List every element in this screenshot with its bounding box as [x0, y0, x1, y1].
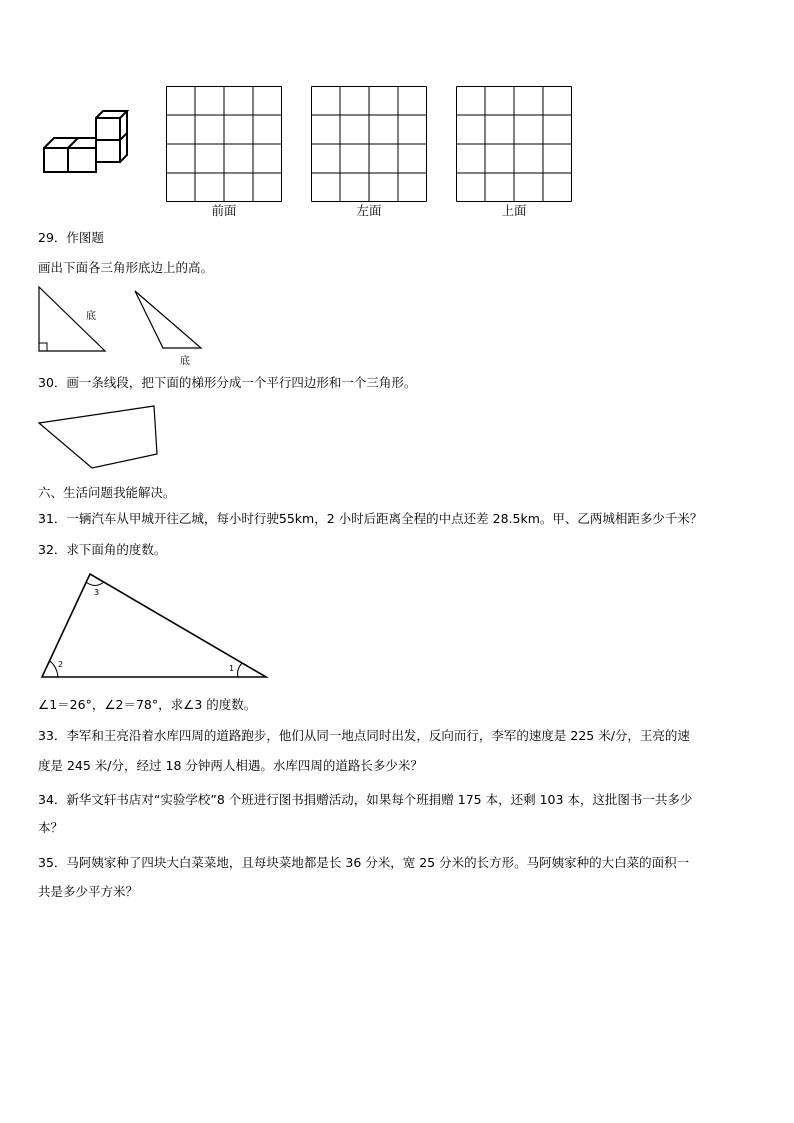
- obtuse-triangle-figure[interactable]: [132, 288, 204, 352]
- q32-given: ∠1＝26°，∠2＝78°，求∠3 的度数。: [38, 697, 257, 712]
- q30-text: 30．画一条线段，把下面的梯形分成一个平行四边形和一个三角形。: [38, 375, 417, 390]
- q35-line1: 35．马阿姨家种了四块大白菜菜地，且每块菜地都是长 36 分米，宽 25 分米的长方形。马阿姨家种的大白菜的面积一: [38, 855, 690, 870]
- q34-line1: 34．新华文轩书店对“实验学校”8 个班进行图书捐赠活动，如果每个班捐赠 175 本，还剩 103 本，这批图书一共多少: [38, 792, 693, 807]
- front-view-grid[interactable]: [166, 86, 282, 202]
- section6-title: 六、生活问题我能解决。: [38, 485, 176, 500]
- right-triangle-figure[interactable]: [36, 284, 108, 354]
- q29-title: 29．作图题: [38, 230, 104, 245]
- left-view-label: 左面: [356, 203, 382, 218]
- top-view-label: 上面: [501, 203, 527, 218]
- left-view-grid[interactable]: [311, 86, 427, 202]
- q29-base-label-2: 底: [180, 356, 190, 367]
- q35-line2: 共是多少平方米？: [38, 884, 139, 899]
- cube-stack-figure: [40, 108, 132, 176]
- q29-instruction: 画出下面各三角形底边上的高。: [38, 260, 214, 275]
- angle-label-1: 1: [229, 664, 235, 673]
- q34-line2: 本？: [38, 820, 64, 835]
- q32-title: 32．求下面角的度数。: [38, 542, 167, 557]
- q33-line2: 度是 245 米/分，经过 18 分钟两人相遇。水库四周的道路长多少米？: [38, 758, 423, 773]
- q33-line1: 33．李军和王亮沿着水库四周的道路跑步，他们从同一地点同时出发，反向而行，李军的速度是 225 米/分，王亮的速: [38, 728, 690, 743]
- q31-text: 31．一辆汽车从甲城开往乙城，每小时行驶55km，2 小时后距离全程的中点还差 28.5km。甲、乙两城相距多少千米？: [38, 511, 703, 526]
- angle-label-2: 2: [58, 660, 64, 669]
- top-view-grid[interactable]: [456, 86, 572, 202]
- q29-base-label-1: 底: [86, 311, 96, 322]
- angle-triangle-figure[interactable]: [38, 570, 270, 682]
- angle-label-3: 3: [94, 588, 100, 597]
- trapezoid-figure[interactable]: [36, 403, 160, 471]
- front-view-label: 前面: [211, 203, 237, 218]
